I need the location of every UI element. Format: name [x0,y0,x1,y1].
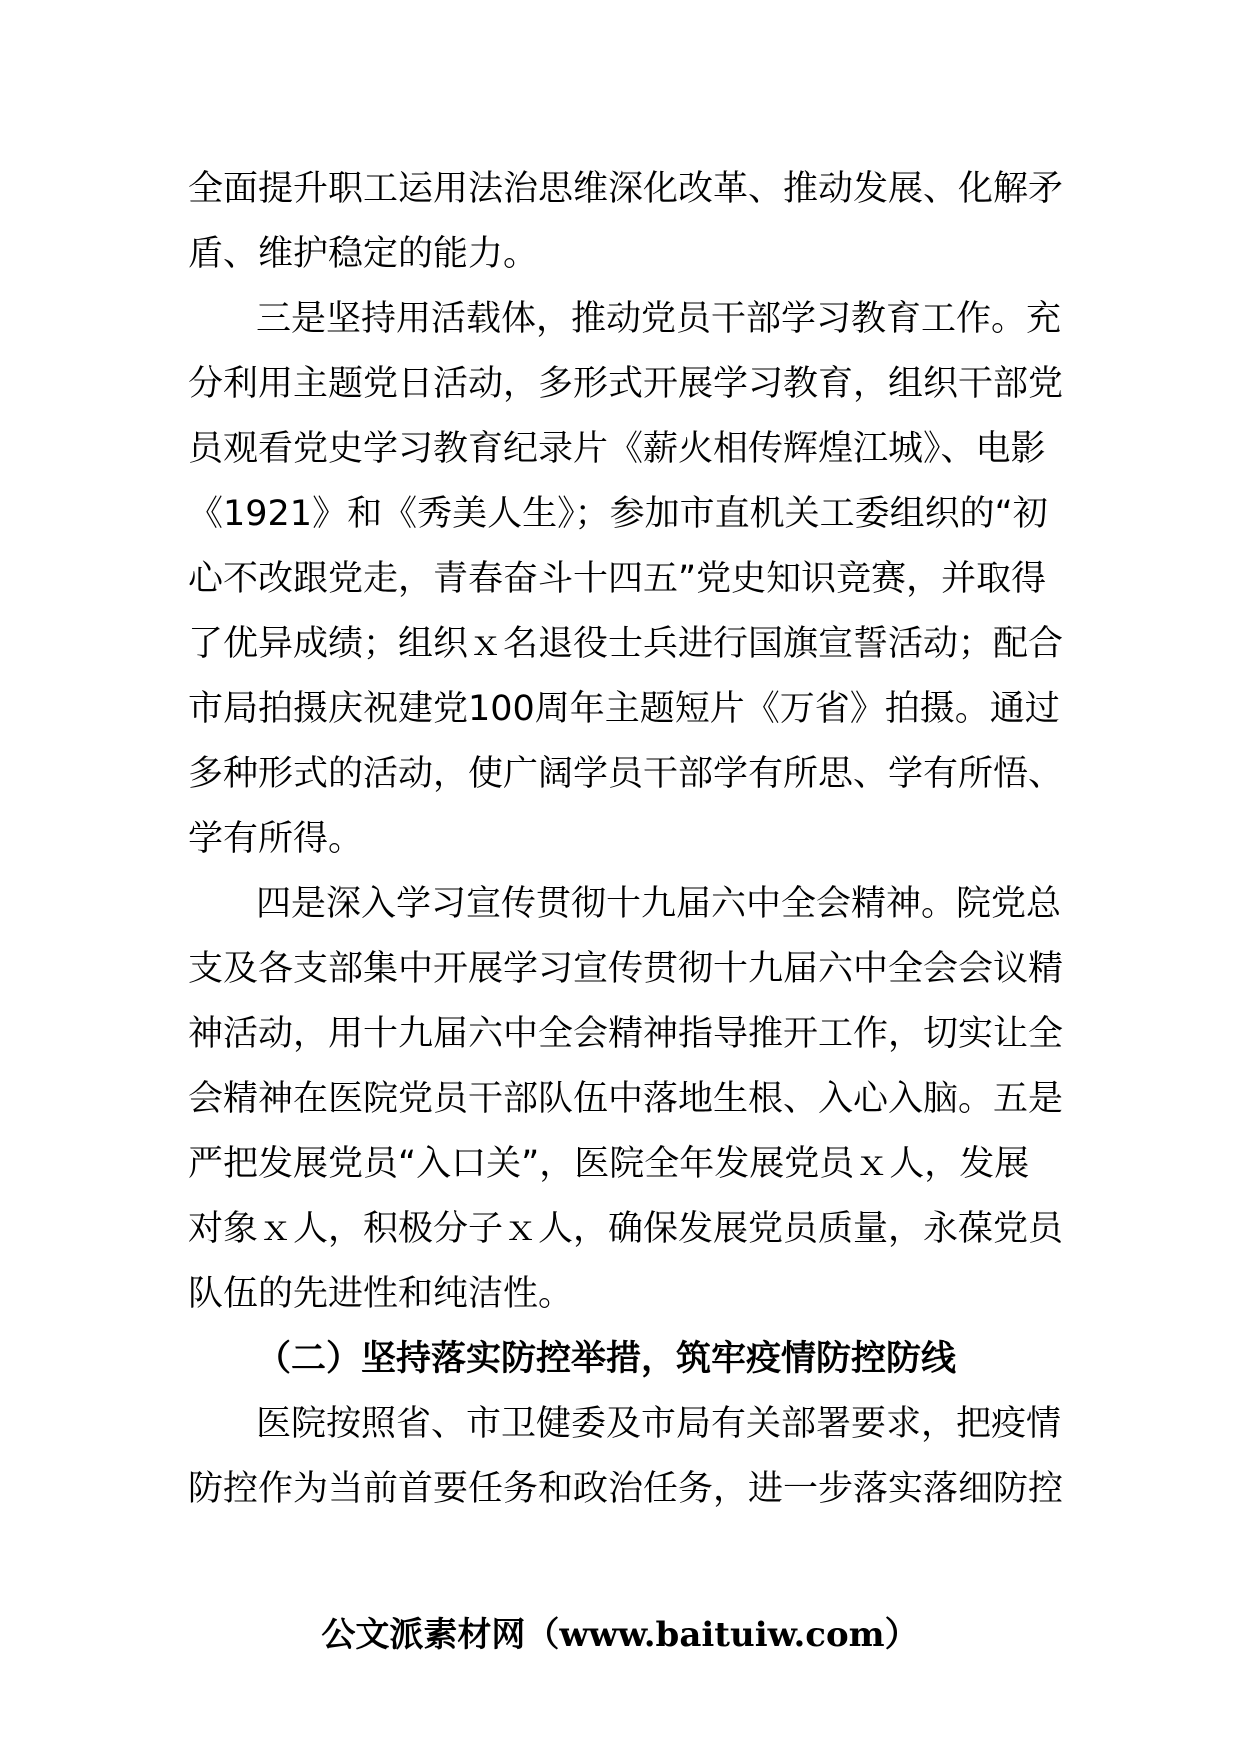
paragraph-start-line: 医院按照省、市卫健委及市局有关部署要求，把疫情 [256,1404,1062,1444]
text-line: 全面提升职工运用法治思维深化改革、推动发展、化解矛 [188,169,1064,209]
paragraph-start-line: 四是深入学习宣传贯彻十九届六中全会精神。院党总 [256,884,1062,924]
text-line: 严把发展党员“入口关”，医院全年发展党员ｘ人，发展 [188,1144,1030,1184]
text-line: 防控作为当前首要任务和政治任务，进一步落实落细防控 [188,1469,1064,1509]
text-line: 支及各支部集中开展学习宣传贯彻十九届六中全会会议精 [188,949,1064,989]
text-line: 对象ｘ人，积极分子ｘ人，确保发展党员质量，永葆党员 [188,1209,1064,1249]
document-body [188,157,1064,1522]
text-line: 会精神在医院党员干部队伍中落地生根、入心入脑。五是 [188,1079,1064,1119]
footer-watermark: 公文派素材网（www.baituiw.com） [321,1615,919,1655]
text-line: 心不改跟党走，青春奋斗十四五”党史知识竞赛，并取得 [188,559,1047,599]
text-line: 盾、维护稳定的能力。 [188,234,539,274]
text-line: 队伍的先进性和纯洁性。 [188,1274,574,1314]
text-line: 员观看党史学习教育纪录片《薪火相传辉煌江城》、电影 [188,429,1046,469]
text-line: 市局拍摄庆祝建党100周年主题短片《万省》拍摄。通过 [188,689,1060,729]
text-line: 分利用主题党日活动，多形式开展学习教育，组织干部党 [188,364,1064,404]
text-line: 神活动，用十九届六中全会精神指导推开工作，切实让全 [188,1014,1064,1054]
text-line: 多种形式的活动，使广阔学员干部学有所思、学有所悟、 [188,754,1064,794]
text-line: 了优异成绩；组织ｘ名退役士兵进行国旗宣誓活动；配合 [188,624,1064,664]
paragraph-start-line: 三是坚持用活载体，推动党员干部学习教育工作。充 [256,299,1062,339]
text-line: 学有所得。 [188,819,364,859]
section-heading: （二）坚持落实防控举措，筑牢疫情防控防线 [256,1339,957,1379]
text-line: 《1921》和《秀美人生》；参加市直机关工委组织的“初 [188,494,1048,534]
